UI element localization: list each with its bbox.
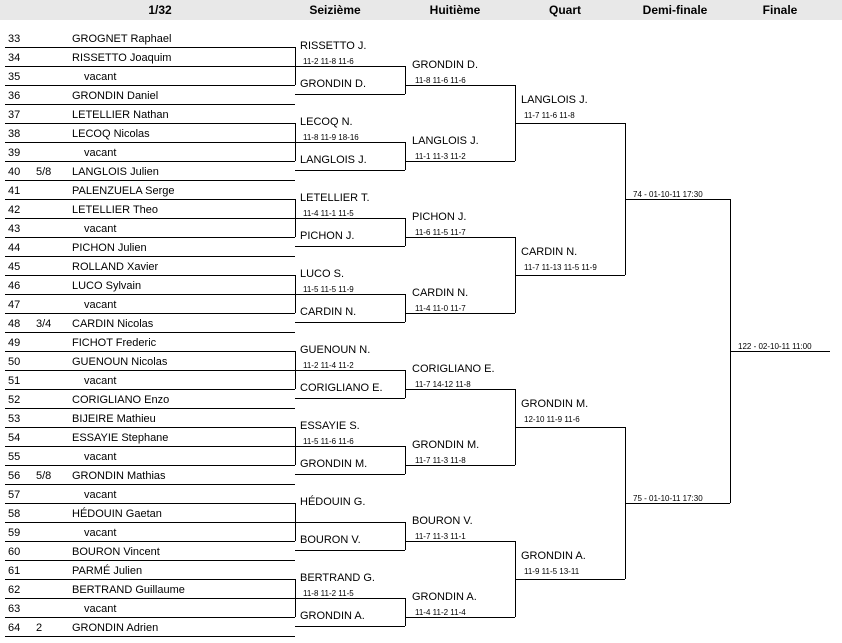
match-winner[interactable]: CARDIN N. (412, 287, 469, 299)
match-winner[interactable]: LANGLOIS J. (300, 154, 367, 166)
player-name[interactable]: GRONDIN Adrien (72, 622, 159, 634)
match-winner[interactable]: LUCO S. (300, 268, 345, 280)
match-rule (405, 541, 515, 542)
match-winner[interactable]: CORIGLIANO E. (412, 363, 495, 375)
match-winner[interactable]: CARDIN N. (521, 246, 578, 258)
entry-rule (5, 351, 295, 352)
match-rule (515, 427, 625, 428)
match-winner[interactable]: GRONDIN A. (521, 550, 586, 562)
player-name[interactable]: CORIGLIANO Enzo (72, 394, 170, 406)
match-score: 11-8 11-9 18-16 (303, 133, 359, 142)
entry-rule (5, 104, 295, 105)
player-name[interactable]: BOURON Vincent (72, 546, 160, 558)
entry-number: 51 (8, 375, 21, 387)
entry-rule (5, 275, 295, 276)
player-name[interactable]: HÉDOUIN Gaetan (72, 508, 162, 520)
match-winner[interactable]: GRONDIN A. (300, 610, 365, 622)
bracket-connector (405, 522, 406, 550)
player-name: vacant (84, 451, 117, 463)
match-rule (625, 199, 730, 200)
entry-rule (5, 465, 295, 466)
match-winner[interactable]: HÉDOUIN G. (300, 496, 366, 508)
entry-number: 54 (8, 432, 21, 444)
match-winner[interactable]: BOURON V. (300, 534, 361, 546)
bracket-connector (405, 598, 406, 626)
match-winner[interactable]: BERTRAND G. (300, 572, 375, 584)
match-winner[interactable]: LANGLOIS J. (521, 94, 588, 106)
player-name[interactable]: LECOQ Nicolas (72, 128, 150, 140)
entry-number: 61 (8, 565, 21, 577)
match-rule (515, 275, 625, 276)
match-score: 11-7 14-12 11-8 (415, 380, 471, 389)
entry-number: 63 (8, 603, 21, 615)
match-rule (295, 66, 405, 67)
match-rule (295, 94, 405, 95)
match-score: 11-7 11-6 11-8 (524, 111, 575, 120)
round-label-seizieme: Seizième (309, 3, 361, 17)
entry-rule (5, 199, 295, 200)
player-name[interactable]: RISSETTO Joaquim (72, 52, 172, 64)
match-score: 11-8 11-6 11-6 (415, 76, 466, 85)
player-name: vacant (84, 527, 117, 539)
entry-number: 42 (8, 204, 21, 216)
match-winner[interactable]: GRONDIN M. (300, 458, 368, 470)
match-score: 11-4 11-0 11-7 (415, 304, 466, 313)
match-score: 11-5 11-5 11-9 (303, 285, 354, 294)
entry-rule (5, 218, 295, 219)
player-name[interactable]: FICHOT Frederic (72, 337, 157, 349)
entry-seed: 3/4 (36, 318, 52, 330)
entry-rule (5, 636, 295, 637)
match-info[interactable]: 75 - 01-10-11 17:30 (633, 494, 703, 503)
player-name[interactable]: ESSAYIE Stephane (72, 432, 169, 444)
match-rule (295, 522, 405, 523)
entry-rule (5, 256, 295, 257)
match-score: 11-5 11-6 11-6 (303, 437, 354, 446)
match-score: 11-9 11-5 13-11 (524, 567, 580, 576)
match-score: 11-6 11-5 11-7 (415, 228, 466, 237)
entry-number: 36 (8, 90, 21, 102)
entry-number: 64 (8, 622, 21, 634)
match-rule (295, 246, 405, 247)
player-name[interactable]: BERTRAND Guillaume (72, 584, 185, 596)
match-rule (405, 237, 515, 238)
bracket-connector (405, 142, 406, 170)
player-name[interactable]: LETELLIER Theo (72, 204, 159, 216)
entry-rule (5, 123, 295, 124)
player-name: vacant (84, 603, 117, 615)
match-winner[interactable]: ESSAYIE S. (300, 420, 360, 432)
player-name[interactable]: PICHON Julien (72, 242, 147, 254)
round-label-huitieme: Huitième (429, 3, 481, 17)
player-name[interactable]: GRONDIN Mathias (72, 470, 166, 482)
entry-number: 53 (8, 413, 21, 425)
round-label-quart: Quart (548, 3, 581, 17)
player-name[interactable]: LANGLOIS Julien (72, 166, 159, 178)
match-score: 11-8 11-2 11-5 (303, 589, 354, 598)
entry-number: 59 (8, 527, 21, 539)
match-rule (295, 294, 405, 295)
player-name[interactable]: ROLLAND Xavier (72, 261, 159, 273)
match-info[interactable]: 74 - 01-10-11 17:30 (633, 190, 703, 199)
entry-rule (5, 389, 295, 390)
entry-rule (5, 370, 295, 371)
match-score: 11-2 11-4 11-2 (303, 361, 354, 370)
match-rule (295, 598, 405, 599)
player-name[interactable]: GROGNET Raphael (72, 33, 172, 45)
match-rule (515, 579, 625, 580)
bracket-connector (405, 218, 406, 246)
entry-number: 60 (8, 546, 21, 558)
entry-number: 58 (8, 508, 21, 520)
bracket-connector (405, 370, 406, 398)
entry-number: 43 (8, 223, 21, 235)
round-label-1-32: 1/32 (148, 3, 172, 17)
player-name[interactable]: PALENZUELA Serge (72, 185, 175, 197)
bracket-connector (405, 294, 406, 322)
entry-number: 45 (8, 261, 21, 273)
match-rule (515, 123, 625, 124)
entry-rule (5, 617, 295, 618)
match-rule (405, 313, 515, 314)
match-rule (295, 626, 405, 627)
bracket-header (0, 0, 842, 20)
match-rule (405, 85, 515, 86)
entry-seed: 5/8 (36, 470, 52, 482)
entry-number: 38 (8, 128, 21, 140)
entry-rule (5, 142, 295, 143)
round-label-demi: Demi-finale (642, 3, 708, 17)
match-winner[interactable]: PICHON J. (300, 230, 355, 242)
entry-number: 52 (8, 394, 21, 406)
entry-rule (5, 560, 295, 561)
match-winner[interactable]: LETELLIER T. (300, 192, 370, 204)
player-name: vacant (84, 489, 117, 501)
player-name: vacant (84, 299, 117, 311)
match-rule (295, 170, 405, 171)
entry-number: 47 (8, 299, 21, 311)
entry-rule (5, 484, 295, 485)
match-rule (405, 161, 515, 162)
entry-number: 46 (8, 280, 21, 292)
entry-rule (5, 161, 295, 162)
match-rule (295, 398, 405, 399)
entry-rule (5, 503, 295, 504)
entry-number: 56 (8, 470, 21, 482)
bracket-connector (405, 66, 406, 94)
match-score: 12-10 11-9 11-6 (524, 415, 580, 424)
final-match-info[interactable]: 122 - 02-10-11 11:00 (738, 342, 812, 351)
bracket-connector (405, 446, 406, 474)
final-rule (730, 351, 830, 352)
entry-rule (5, 313, 295, 314)
match-rule (625, 503, 730, 504)
player-name[interactable]: PARMÉ Julien (72, 565, 143, 577)
match-rule (295, 322, 405, 323)
match-winner[interactable]: RISSETTO J. (300, 40, 367, 52)
entry-rule (5, 47, 295, 48)
player-name: vacant (84, 147, 117, 159)
player-name[interactable]: BIJEIRE Mathieu (72, 413, 156, 425)
match-score: 11-1 11-3 11-2 (415, 152, 466, 161)
entry-number: 37 (8, 109, 21, 121)
entry-seed: 2 (36, 622, 43, 634)
entry-seed: 5/8 (36, 166, 52, 178)
entry-rule (5, 598, 295, 599)
match-winner[interactable]: GRONDIN M. (412, 439, 480, 451)
match-rule (295, 370, 405, 371)
entry-number: 57 (8, 489, 21, 501)
match-score: 11-7 11-3 11-1 (415, 532, 466, 541)
entry-rule (5, 180, 295, 181)
entry-rule (5, 446, 295, 447)
entry-number: 62 (8, 584, 21, 596)
match-score: 11-7 11-13 11-5 11-9 (524, 263, 597, 272)
entry-rule (5, 332, 295, 333)
match-winner[interactable]: GRONDIN M. (521, 398, 589, 410)
match-winner[interactable]: GRONDIN D. (412, 59, 478, 71)
player-name[interactable]: GUENOUN Nicolas (72, 356, 168, 368)
round-label-finale: Finale (762, 3, 798, 17)
match-rule (405, 465, 515, 466)
player-name[interactable]: LUCO Sylvain (72, 280, 142, 292)
player-name: vacant (84, 375, 117, 387)
entry-number: 39 (8, 147, 21, 159)
match-winner[interactable]: CORIGLIANO E. (300, 382, 383, 394)
match-rule (295, 550, 405, 551)
match-rule (295, 142, 405, 143)
match-winner[interactable]: GRONDIN A. (412, 591, 477, 603)
match-rule (405, 389, 515, 390)
entry-rule (5, 66, 295, 67)
entry-number: 40 (8, 166, 21, 178)
match-score: 11-4 11-1 11-5 (303, 209, 354, 218)
entry-rule (5, 579, 295, 580)
match-winner[interactable]: PICHON J. (412, 211, 467, 223)
entry-rule (5, 522, 295, 523)
match-rule (405, 617, 515, 618)
match-score: 11-2 11-8 11-6 (303, 57, 354, 66)
entry-number: 35 (8, 71, 21, 83)
match-winner[interactable]: LANGLOIS J. (412, 135, 479, 147)
player-name: vacant (84, 223, 117, 235)
match-winner[interactable]: CARDIN N. (300, 306, 357, 318)
match-winner[interactable]: BOURON V. (412, 515, 473, 527)
match-rule (295, 218, 405, 219)
match-winner[interactable]: GUENOUN N. (300, 344, 371, 356)
entry-rule (5, 408, 295, 409)
player-name[interactable]: LETELLIER Nathan (72, 109, 169, 121)
match-winner[interactable]: GRONDIN D. (300, 78, 366, 90)
player-name: vacant (84, 71, 117, 83)
entry-number: 33 (8, 33, 21, 45)
entry-rule (5, 294, 295, 295)
entry-rule (5, 541, 295, 542)
match-score: 11-7 11-3 11-8 (415, 456, 466, 465)
entry-rule (5, 85, 295, 86)
entry-rule (5, 237, 295, 238)
entry-number: 55 (8, 451, 21, 463)
entry-number: 41 (8, 185, 21, 197)
match-winner[interactable]: LECOQ N. (300, 116, 353, 128)
match-score: 11-4 11-2 11-4 (415, 608, 466, 617)
entry-number: 50 (8, 356, 21, 368)
entry-number: 44 (8, 242, 21, 254)
entry-rule (5, 427, 295, 428)
match-rule (295, 474, 405, 475)
entry-number: 48 (8, 318, 21, 330)
player-name[interactable]: CARDIN Nicolas (72, 318, 154, 330)
match-rule (295, 446, 405, 447)
entry-number: 34 (8, 52, 21, 64)
player-name[interactable]: GRONDIN Daniel (72, 90, 159, 102)
entry-number: 49 (8, 337, 21, 349)
